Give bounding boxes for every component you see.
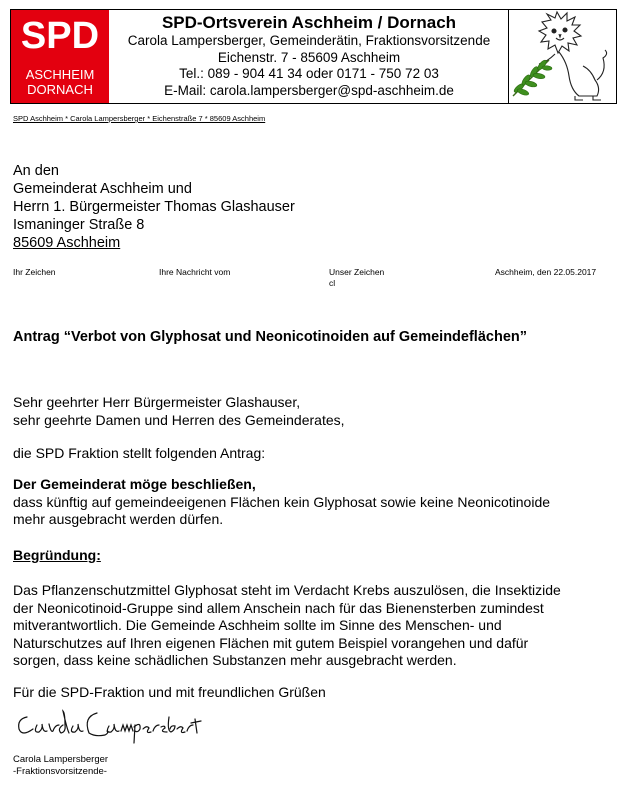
logo-line-dornach: DORNACH	[27, 82, 93, 97]
spd-logo	[11, 10, 109, 103]
letter-subject: Antrag “Verbot von Glyphosat und Neonicotinoiden auf Gemeindeflächen”	[13, 329, 527, 345]
ref-ihr-zeichen: Ihr Zeichen	[13, 267, 56, 277]
salutation	[13, 394, 618, 429]
organization-title: SPD-Ortsverein Aschheim / Dornach	[161, 13, 457, 32]
recipient-city: 85609 Aschheim	[13, 235, 121, 251]
motion-heading: Der Gemeinderat möge beschließen,	[13, 476, 256, 492]
phone-line: Tel.: 089 - 904 41 34 oder 0171 - 750 72 03	[179, 66, 439, 81]
motion-paragraph	[13, 476, 618, 529]
motion-line: dass künftig auf gemeindeeigenen Flächen kein Glyphosat sowie keine Neonicotinoide	[13, 493, 551, 510]
recipient-address	[13, 162, 295, 252]
intro-paragraph: die SPD Fraktion stellt folgenden Antrag:	[13, 445, 266, 461]
sender-line: SPD Aschheim * Carola Lampersberger * Eichenstraße 7 * 85609 Aschheim	[13, 114, 266, 123]
closing-line: Für die SPD-Fraktion und mit freundlichen Grüßen	[13, 684, 326, 700]
ref-unser-zeichen	[329, 267, 384, 289]
letterhead	[10, 9, 617, 104]
logo-location-text	[11, 67, 109, 97]
signatory	[13, 754, 108, 778]
reason-line: mitverantwortlich. Die Gemeinde Aschheim sollte im Sinne des Menschen- und	[13, 617, 502, 633]
logo-line-aschheim: ASCHHEIM	[25, 67, 95, 82]
reason-line: Das Pflanzenschutzmittel Glyphosat steht im Verdacht Krebs auszulösen, die Insektizide	[13, 582, 561, 598]
ref-ihre-nachricht: Ihre Nachricht vom	[159, 267, 231, 277]
recipient-line: Ismaninger Straße 8	[13, 217, 145, 233]
reason-heading: Begründung:	[13, 547, 101, 563]
reason-paragraph	[13, 582, 618, 670]
reason-line: Naturschutzes auf Ihren eigenen Flächen mit gutem Beispiel vorangehen und dafür	[13, 634, 529, 651]
author-line: Carola Lampersberger, Gemeinderätin, Fraktionsvorsitzende	[127, 33, 491, 48]
reason-line: der Neonicotinoid-Gruppe sind allem Anschein nach für das Bienensterben zumindest	[13, 599, 544, 616]
lion-with-branch-icon	[508, 10, 616, 103]
recipient-line: An den	[13, 163, 59, 179]
motion-line: mehr ausgebracht werden dürfen.	[13, 511, 224, 527]
letterhead-info	[109, 10, 509, 103]
ref-unser-zeichen-value: cl	[329, 278, 336, 288]
ref-date: Aschheim, den 22.05.2017	[495, 267, 597, 277]
recipient-line: Herrn 1. Bürgermeister Thomas Glashauser	[13, 199, 295, 215]
salutation-line: sehr geehrte Damen und Herren des Gemeinderates,	[13, 411, 345, 428]
logo-main-text: SPD	[20, 15, 100, 57]
email-line: E-Mail: carola.lampersberger@spd-aschheim.de	[164, 82, 454, 98]
signatory-name: Carola Lampersberger	[13, 754, 109, 765]
ref-unser-zeichen-label: Unser Zeichen	[329, 267, 385, 277]
reason-line: sorgen, dass keine schädlichen Substanzen mehr ausgebracht werden.	[13, 652, 457, 668]
handwritten-signature	[13, 703, 203, 747]
salutation-line: Sehr geehrter Herr Bürgermeister Glashauser,	[13, 394, 301, 410]
signatory-role: -Fraktionsvorsitzende-	[13, 766, 107, 777]
address-line: Eichenstr. 7 - 85609 Aschheim	[217, 49, 401, 65]
recipient-line: Gemeinderat Aschheim und	[13, 181, 192, 197]
